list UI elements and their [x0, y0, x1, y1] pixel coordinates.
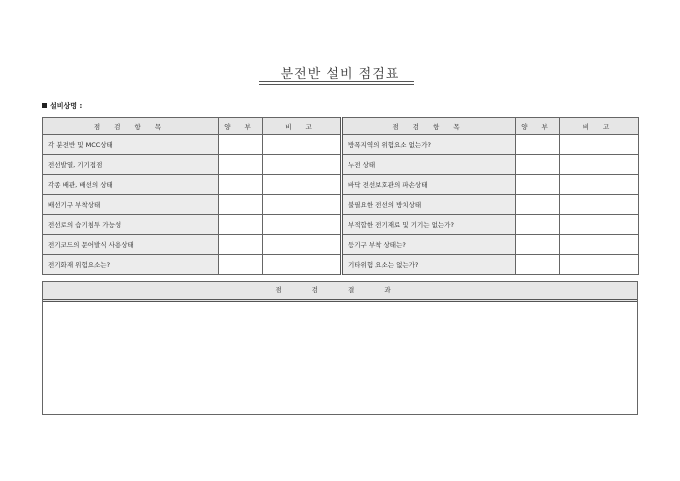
- left-item: 전선로의 습기침투 가능성: [43, 215, 219, 235]
- left-pass-cell[interactable]: [219, 135, 263, 155]
- inspection-table: [42, 117, 639, 275]
- left-item: 배선기구 부착상태: [43, 195, 219, 215]
- equipment-name-text: 설비상명 :: [50, 102, 83, 110]
- header-item-right: 점 검 항 목: [342, 118, 516, 135]
- left-pass-cell[interactable]: [219, 195, 263, 215]
- right-pass-cell[interactable]: [516, 215, 560, 235]
- right-item: 바닥 전선보호관의 파손상태: [342, 175, 516, 195]
- right-pass-cell[interactable]: [516, 175, 560, 195]
- right-pass-cell[interactable]: [516, 255, 560, 275]
- right-pass-cell[interactable]: [516, 235, 560, 255]
- equipment-name-label: [42, 101, 82, 111]
- right-pass-cell[interactable]: [516, 135, 560, 155]
- right-item: 기타위험 요소는 없는가?: [342, 255, 516, 275]
- left-note-cell[interactable]: [263, 195, 342, 215]
- right-item: 방폭지역의 위험요소 없는가?: [342, 135, 516, 155]
- table-row: [43, 215, 639, 235]
- right-item: 부적합한 전기재료 및 기기는 없는가?: [342, 215, 516, 235]
- right-note-cell[interactable]: [560, 255, 639, 275]
- table-header-row: [43, 118, 639, 135]
- square-bullet-icon: [42, 103, 47, 108]
- inspection-result-box: [42, 281, 638, 415]
- right-item: 등기구 부착 상태는?: [342, 235, 516, 255]
- right-note-cell[interactable]: [560, 215, 639, 235]
- right-pass-cell[interactable]: [516, 155, 560, 175]
- left-note-cell[interactable]: [263, 215, 342, 235]
- left-note-cell[interactable]: [263, 175, 342, 195]
- header-item-left: 점 검 항 목: [43, 118, 219, 135]
- title-underline-2: [259, 84, 414, 85]
- right-item: 불필요한 전선의 방치상태: [342, 195, 516, 215]
- right-note-cell[interactable]: [560, 135, 639, 155]
- left-item: 전기화재 위험요소는?: [43, 255, 219, 275]
- right-item: 누전 상태: [342, 155, 516, 175]
- right-note-cell[interactable]: [560, 195, 639, 215]
- header-pass-right: 양 부: [516, 118, 560, 135]
- left-pass-cell[interactable]: [219, 255, 263, 275]
- header-note-left: 비 고: [263, 118, 342, 135]
- page-title: 분전반 설비 점검표: [280, 67, 400, 82]
- table-row: [43, 255, 639, 275]
- table-row: [43, 195, 639, 215]
- left-pass-cell[interactable]: [219, 175, 263, 195]
- table-row: [43, 175, 639, 195]
- left-pass-cell[interactable]: [219, 235, 263, 255]
- left-item: 각종 배관, 배선의 상태: [43, 175, 219, 195]
- table-row: [43, 135, 639, 155]
- title-underline: [259, 81, 414, 82]
- left-item: 전선발열, 기기접점: [43, 155, 219, 175]
- right-note-cell[interactable]: [560, 175, 639, 195]
- left-note-cell[interactable]: [263, 255, 342, 275]
- header-pass-left: 양 부: [219, 118, 263, 135]
- left-note-cell[interactable]: [263, 135, 342, 155]
- table-row: [43, 155, 639, 175]
- left-note-cell[interactable]: [263, 235, 342, 255]
- right-note-cell[interactable]: [560, 155, 639, 175]
- inspection-result-header: 점 검 결 과: [43, 282, 637, 302]
- left-pass-cell[interactable]: [219, 155, 263, 175]
- left-item: 각 분전반 및 MCC상태: [43, 135, 219, 155]
- right-pass-cell[interactable]: [516, 195, 560, 215]
- left-pass-cell[interactable]: [219, 215, 263, 235]
- table-row: [43, 235, 639, 255]
- right-note-cell[interactable]: [560, 235, 639, 255]
- header-note-right: 비 고: [560, 118, 639, 135]
- left-note-cell[interactable]: [263, 155, 342, 175]
- left-item: 전기코드의 문어발식 사용상태: [43, 235, 219, 255]
- inspection-result-area[interactable]: [43, 302, 637, 412]
